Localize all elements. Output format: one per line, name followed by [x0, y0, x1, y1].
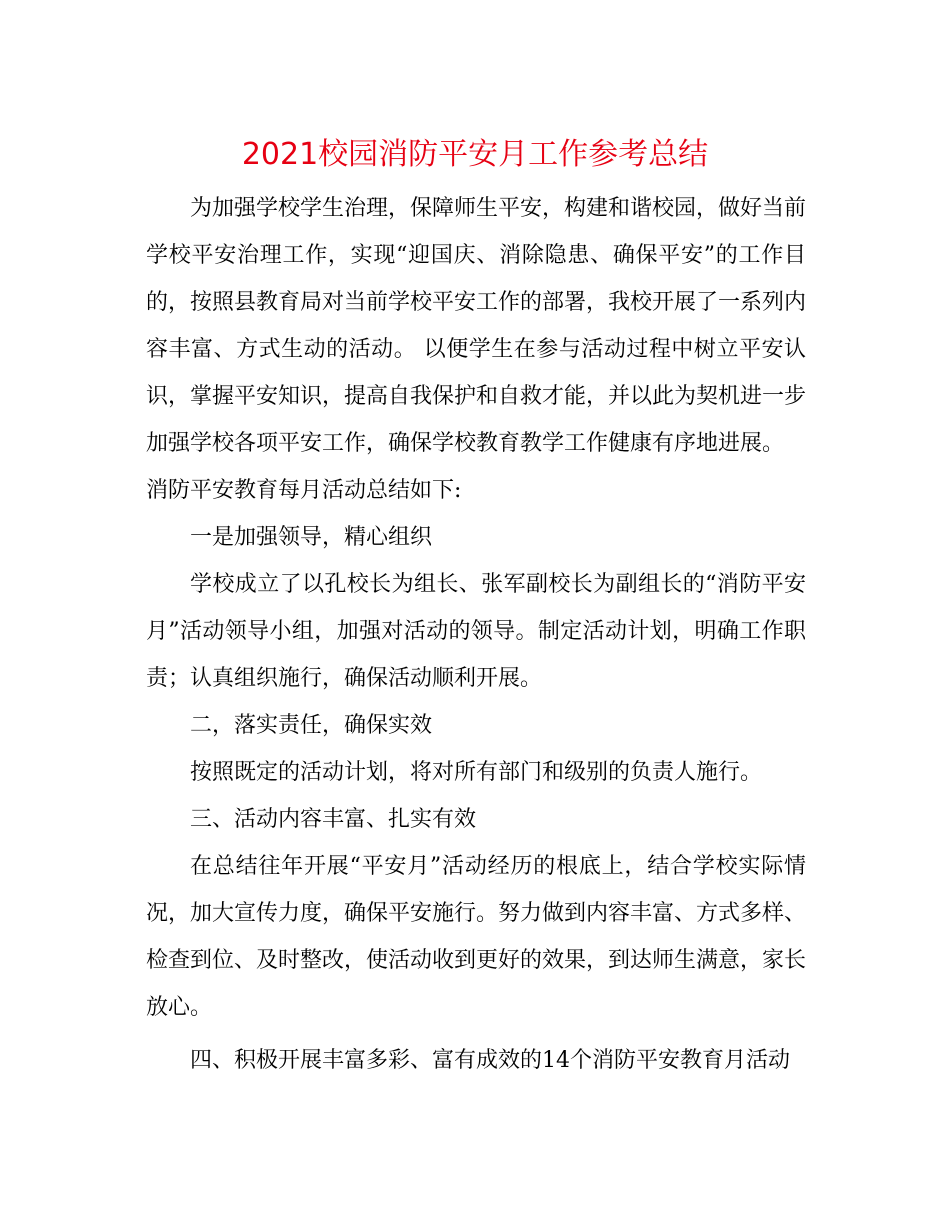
- paragraph-intro-text: 为加强学校学生治理，保障师生平安，构建和谐校园，做好当前学校平安治理工作，实现“迎国庆、消除隐患、确保平安”的工作目的，按照县教育局对当前学校平安工作的部署，我校开展了一系列内容丰富、方式生动的活动。 以便学生在参与活动过程中树立平安认识，掌握平安知识，提高自我保护和自救才能，并以此为契机进一步加强学校各项平安工作，确保学校教育教学工作健康有序地进展。: [146, 196, 807, 456]
- document-body: [146, 185, 806, 1084]
- paragraph-intro-summary: 消防平安教育每月活动总结如下:: [146, 478, 462, 503]
- section-heading-2: 二，落实责任，确保实效: [190, 713, 433, 738]
- section-heading-3: 三、活动内容丰富、扎实有效: [190, 807, 477, 832]
- paragraph-section-1: 学校成立了以孔校长为组长、张军副校长为副组长的“消防平安月”活动领导小组，加强对活动的领导。制定活动计划，明确工作职责；认真组织施行，确保活动顺利开展。: [146, 572, 806, 691]
- paragraph-section-3: 在总结往年开展“平安月”活动经历的根底上，结合学校实际情况，加大宣传力度，确保平安施行。努力做到内容丰富、方式多样、检查到位、及时整改，使活动收到更好的效果，到达师生满意，家长放心。: [146, 854, 807, 1020]
- document-title: 2021校园消防平安月工作参考总结: [241, 137, 709, 172]
- paragraph-section-2: 按照既定的活动计划，将对所有部门和级别的负责人施行。: [190, 760, 763, 785]
- section-heading-1: 一是加强领导，精心组织: [190, 525, 433, 550]
- section-heading-4: 四、积极开展丰富多彩、富有成效的14个消防平安教育月活动: [190, 1048, 790, 1073]
- paragraph-intro: [146, 185, 806, 514]
